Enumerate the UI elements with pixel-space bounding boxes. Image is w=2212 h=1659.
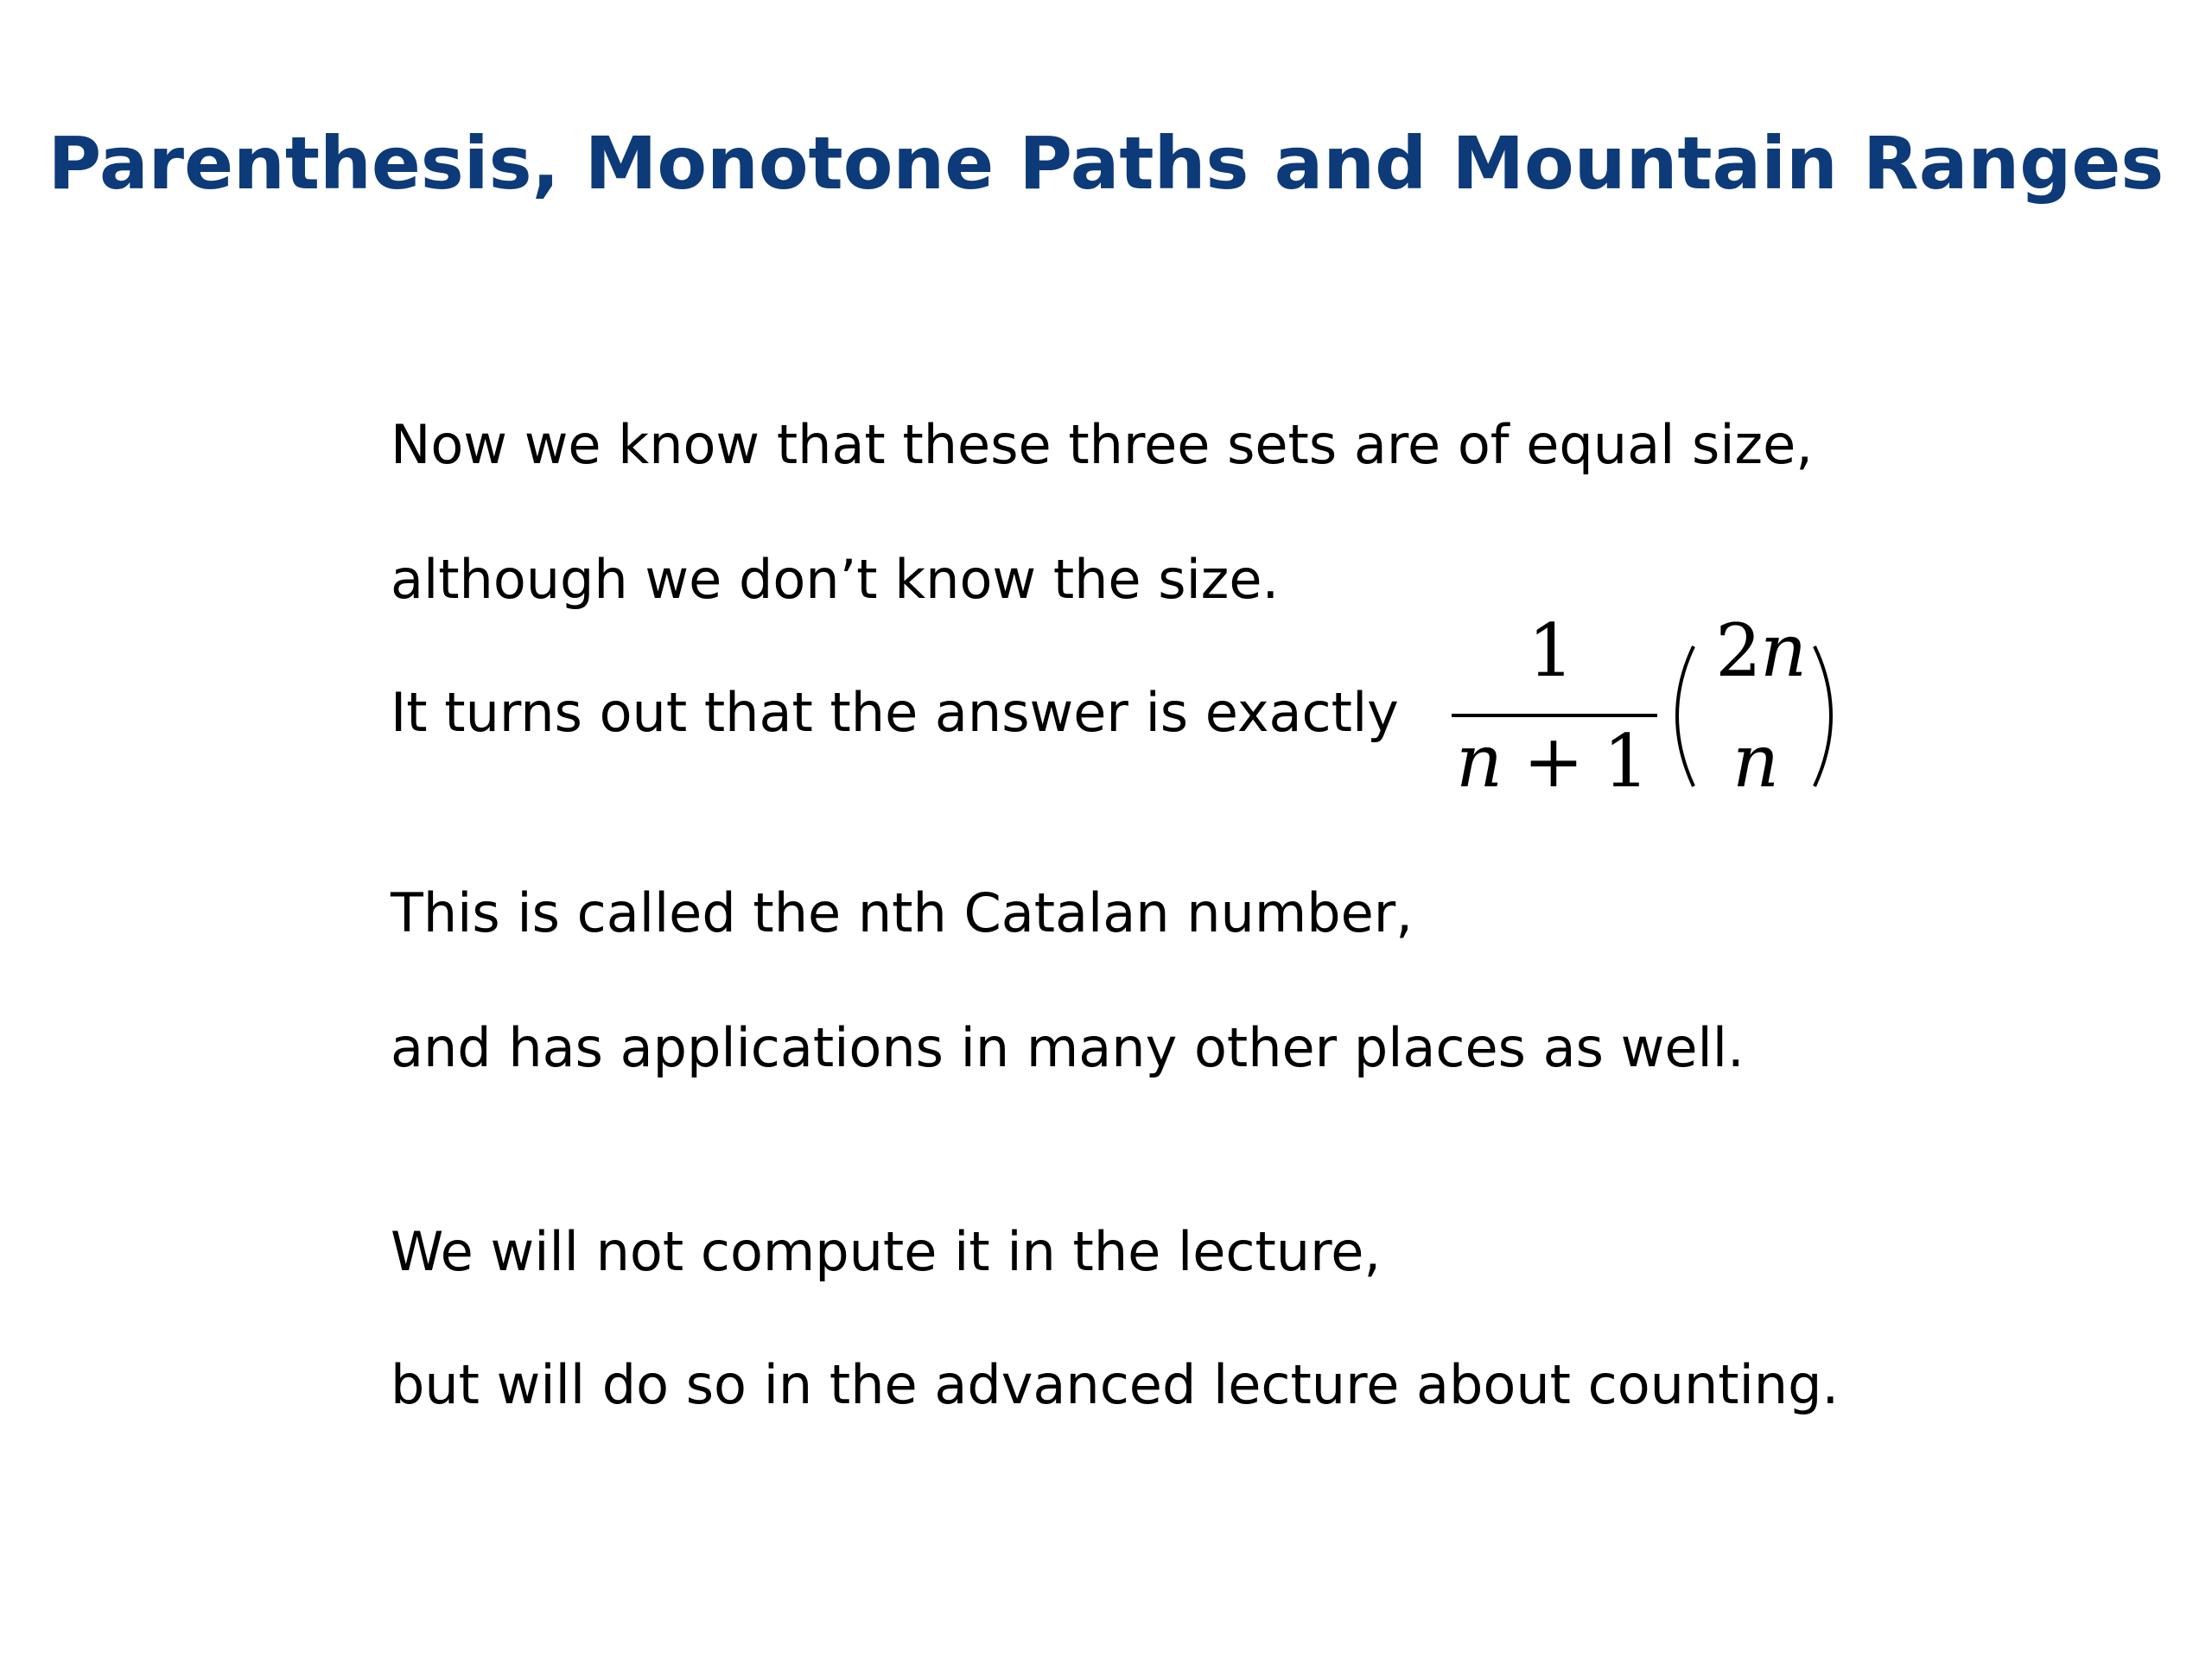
binomial-bottom-variable: n [1732, 719, 1780, 804]
denominator-operator: + [1522, 719, 1585, 804]
body-line-2: although we don’t know the size. [391, 548, 1280, 611]
binomial-top-coefficient: 2 [1715, 608, 1762, 693]
fraction-numerator: 1 [1528, 608, 1574, 693]
body-line-4: This is called the nth Catalan number, [391, 881, 1413, 944]
binomial-left-paren [1677, 646, 1694, 786]
body-line-1: Now we know that these three sets are of equal size, [391, 413, 1813, 476]
denominator-constant: 1 [1603, 719, 1649, 804]
body-line-7: but will do so in the advanced lecture about counting. [391, 1353, 1840, 1416]
denominator-variable: n [1455, 719, 1503, 804]
catalan-formula [1434, 605, 1849, 812]
body-line-5: and has applications in many other places as well. [391, 1016, 1745, 1079]
binomial-top-variable: n [1759, 608, 1808, 693]
slide-title: Parenthesis, Monotone Paths and Mountain Ranges [48, 121, 2164, 206]
body-line-3: It turns out that the answer is exactly [391, 681, 1399, 744]
binomial-right-paren [1815, 646, 1831, 786]
body-line-6: We will not compute it in the lecture, [391, 1220, 1382, 1283]
